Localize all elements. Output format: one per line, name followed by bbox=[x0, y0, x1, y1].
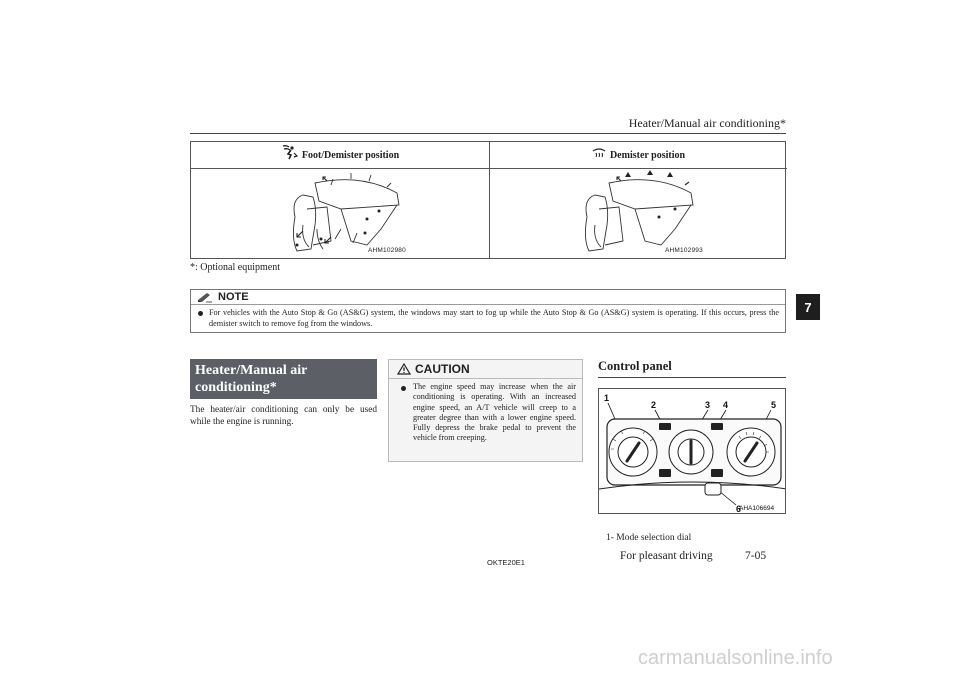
foot-demister-heading bbox=[191, 142, 489, 169]
positions-table bbox=[190, 141, 786, 259]
callout-2: 2 bbox=[651, 400, 657, 410]
cabin-airflow-illustration bbox=[191, 169, 489, 259]
warning-triangle-icon bbox=[397, 363, 411, 375]
footer-section: For pleasant driving bbox=[620, 550, 713, 562]
caution-box bbox=[388, 359, 583, 462]
callout-4: 4 bbox=[723, 400, 729, 410]
note-body bbox=[191, 305, 785, 329]
note-header bbox=[191, 290, 785, 305]
section-title: Heater/Manual air conditioning* bbox=[190, 359, 377, 399]
foot-demister-icon bbox=[281, 144, 299, 160]
optional-equipment-footnote: *: Optional equipment bbox=[190, 262, 280, 273]
note-icon bbox=[197, 292, 213, 303]
control-panel-item-1: 1- Mode selection dial bbox=[606, 533, 692, 543]
caution-header bbox=[389, 360, 582, 379]
callout-1: 1 bbox=[604, 393, 610, 403]
control-panel-figure bbox=[598, 388, 786, 514]
chapter-tab: 7 bbox=[796, 294, 820, 320]
running-header: Heater/Manual air conditioning* bbox=[628, 116, 786, 130]
caution-body bbox=[389, 379, 582, 444]
section-body: The heater/air conditioning can only be used while the engine is running. bbox=[190, 405, 377, 427]
header-rule bbox=[190, 133, 786, 134]
demister-figure bbox=[489, 169, 787, 259]
control-panel-title: Control panel bbox=[598, 359, 786, 378]
note-label: NOTE bbox=[218, 291, 249, 303]
note-bullet bbox=[198, 311, 203, 316]
foot-demister-column bbox=[191, 142, 490, 258]
demister-icon bbox=[591, 145, 607, 159]
note-text: For vehicles with the Auto Stop & Go (AS&G) system, the windows may start to fog up while the Auto Stop & Go (AS&G) system is operating. If this occurs, press the demister switch to remove fog from the windows. bbox=[209, 308, 779, 328]
watermark: carmanualsonline.info bbox=[638, 647, 833, 669]
foot-demister-figure bbox=[191, 169, 489, 259]
control-panel-illustration bbox=[599, 389, 786, 514]
control-panel-figure-code: AHA106694 bbox=[739, 505, 775, 512]
callout-5: 5 bbox=[771, 400, 777, 410]
demister-label: Demister position bbox=[609, 149, 686, 161]
note-box bbox=[190, 289, 786, 333]
callout-6: 6 bbox=[736, 504, 742, 514]
caution-text: The engine speed may increase when the air conditioning is operating. With an increased engine speed, an A/T vehicle will creep to a greater degree than with a lower engine speed. Fully depress the brake pedal to prevent the vehicle from creeping. bbox=[413, 382, 576, 443]
cabin-defrost-illustration bbox=[489, 169, 787, 259]
foot-demister-figure-code: AHM102980 bbox=[368, 247, 406, 254]
caution-bullet bbox=[401, 386, 406, 391]
demister-heading bbox=[489, 142, 787, 169]
callout-3: 3 bbox=[705, 400, 711, 410]
demister-figure-code: AHM102993 bbox=[665, 247, 703, 254]
foot-demister-label: Foot/Demister position bbox=[301, 149, 400, 161]
demister-column bbox=[489, 142, 787, 258]
footer-code: OKTE20E1 bbox=[487, 558, 525, 567]
page-number: 7-05 bbox=[745, 550, 767, 562]
caution-label: CAUTION bbox=[415, 362, 470, 376]
